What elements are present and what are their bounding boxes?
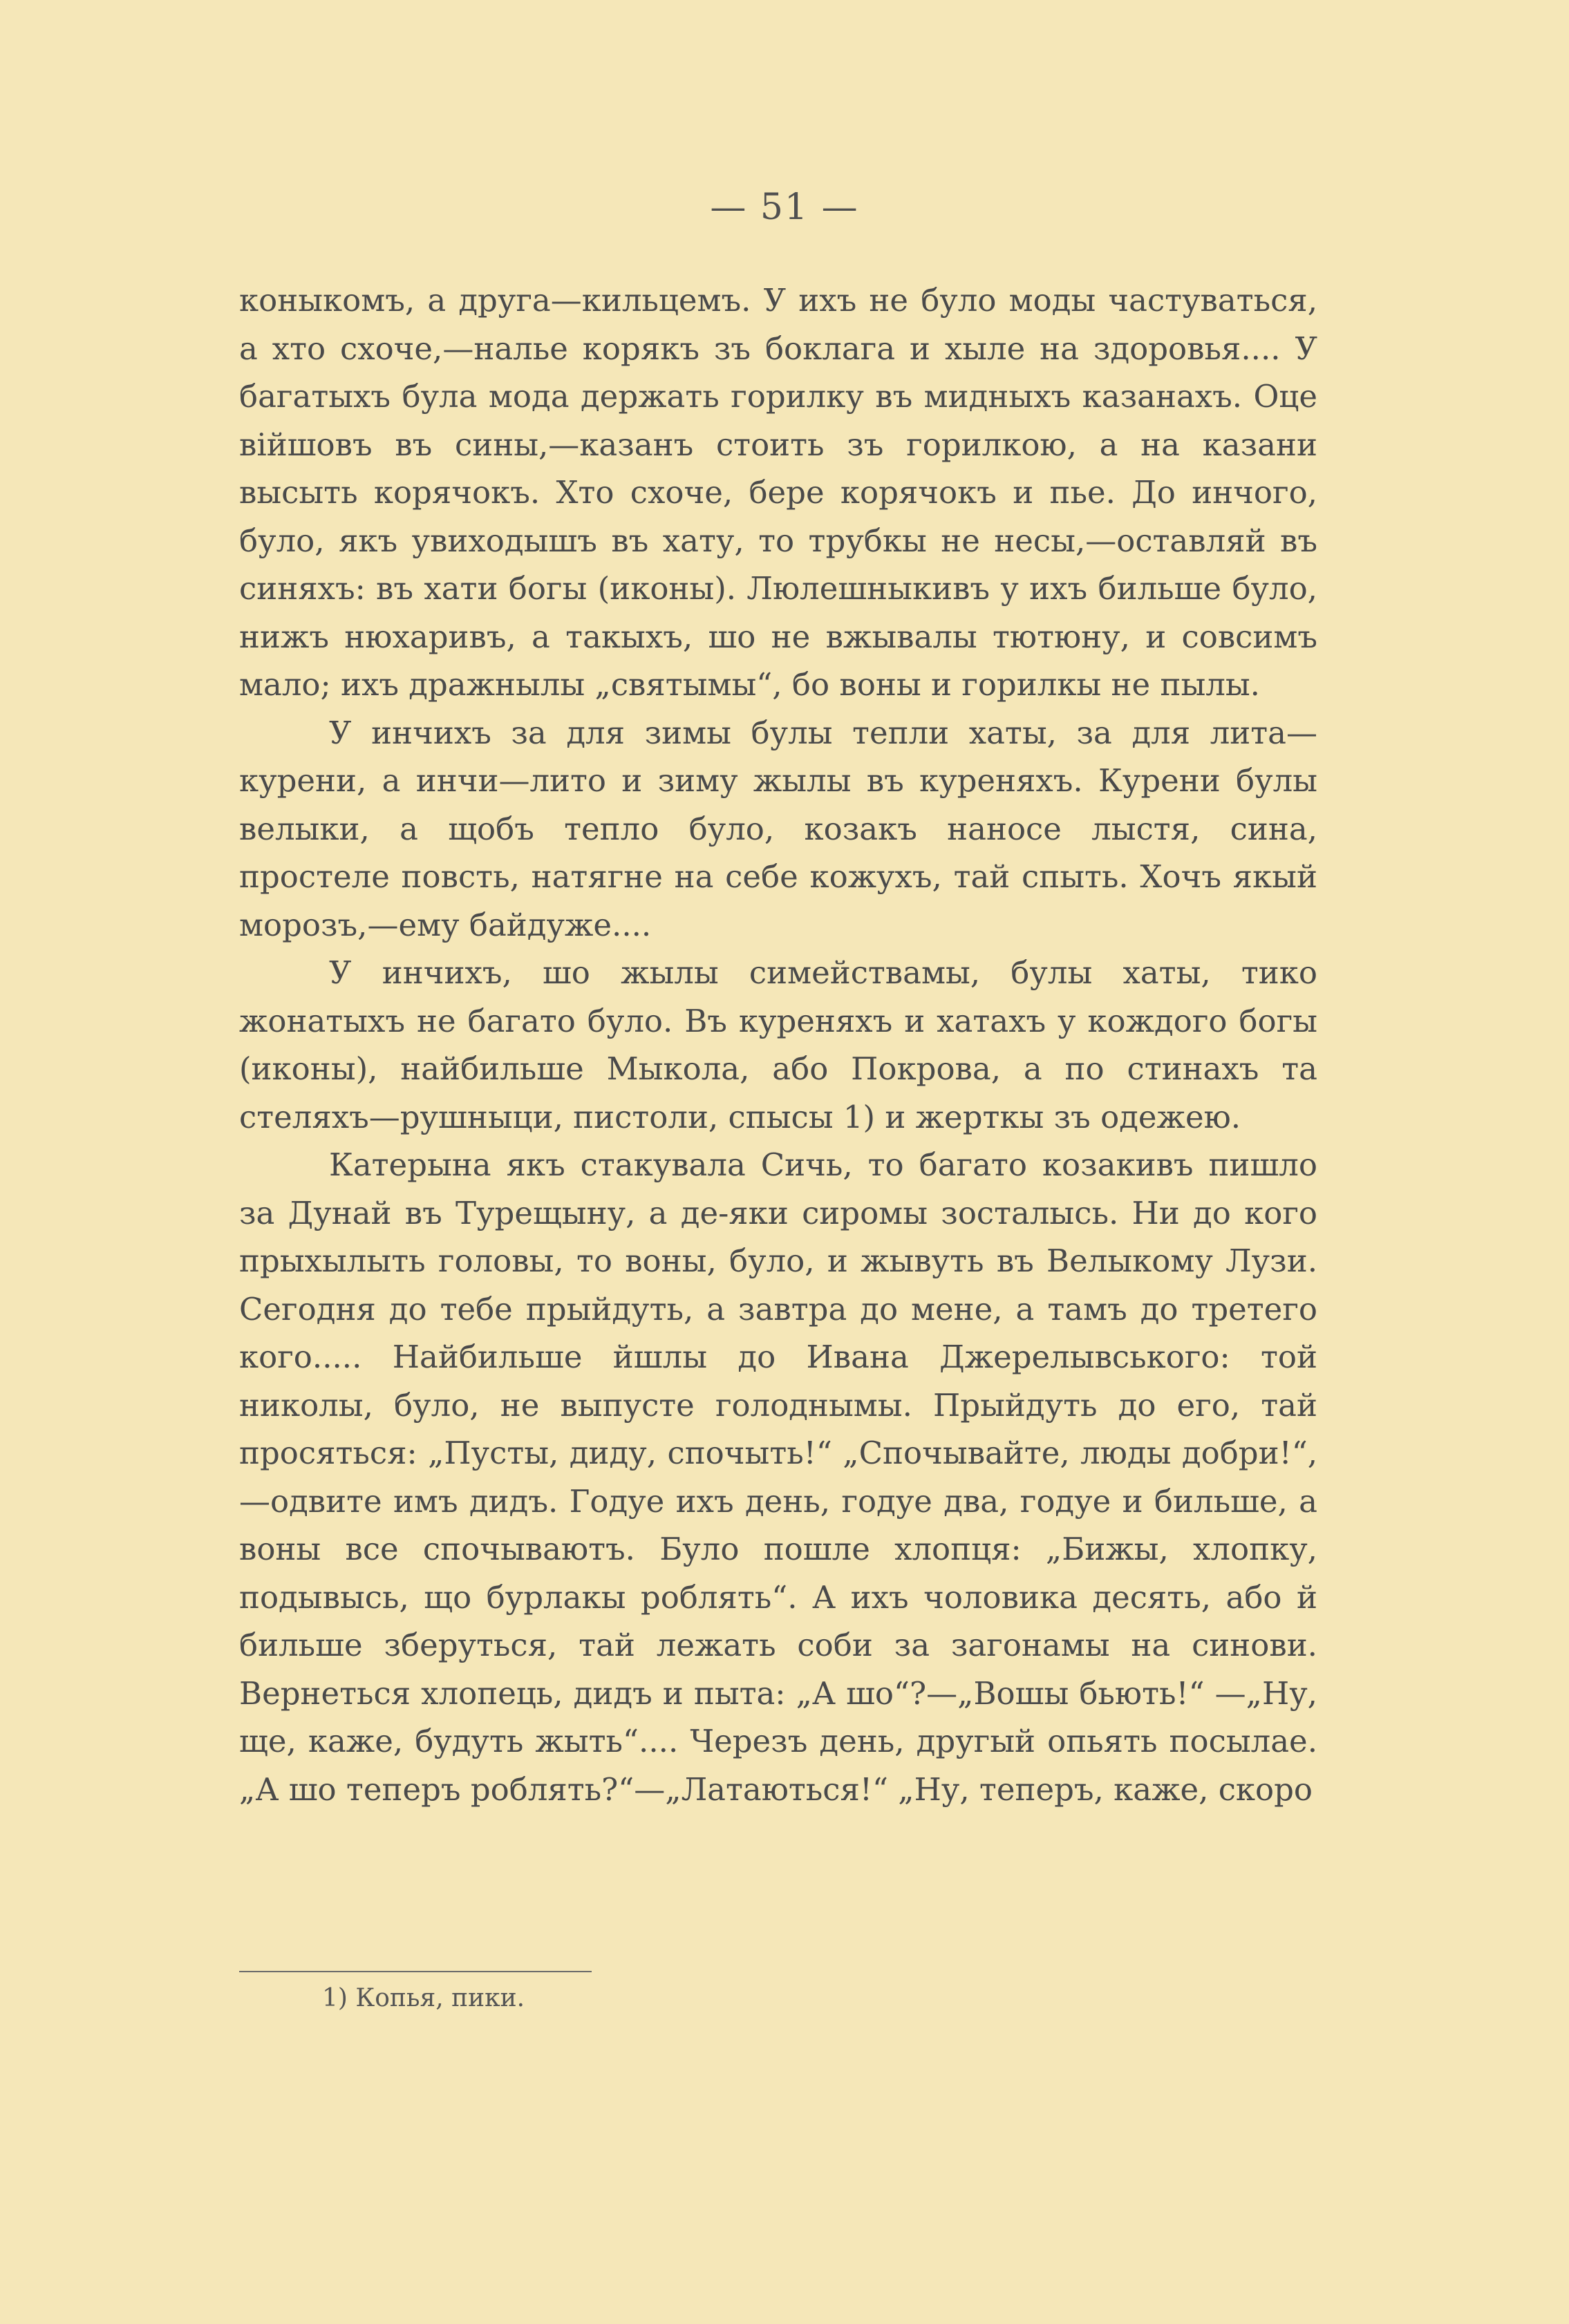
paragraph-3: У инчихъ, шо жылы симействамы, булы хаты, тико жонатыхъ не багато було. Въ куреняхъ и хатахъ у кождого богы (иконы), найбильше Мыкола, або Покрова, а по стинахъ та стеляхъ—рушныци, пистоли, спысы 1) и жерткы зъ одежею. <box>239 954 1317 1135</box>
paragraph-1: коныкомъ, а друга—кильцемъ. У ихъ не було моды частуваться, а хто схоче,—налье корякъ зъ боклага и хыле на здоровья.... У багатыхъ була мода держать горилку въ мидныхъ казанахъ. Оце війшовъ въ сины,—казанъ стоить зъ горилкою, а на казани высыть корячокъ. Хто схоче, бере корячокъ и пье. До инчого, було, якъ увиходышъ въ хату, то трубкы не несы,—оставляй въ синяхъ: въ хати богы (иконы). Люлешныкивъ у ихъ бильше було, нижъ нюхаривъ, а такыхъ, шо не вжывалы тютюну, и совсимъ мало; ихъ дражнылы „святымы“, бо воны и горилкы не пылы. <box>239 282 1317 703</box>
page-number: — 51 — <box>710 187 859 228</box>
main-text <box>239 276 1317 1813</box>
footnote-divider <box>239 1971 592 1972</box>
paragraph-2: У инчихъ за для зимы булы тепли хаты, за для лита—курени, а инчи—лито и зиму жылы въ куреняхъ. Курени булы велыки, а щобъ тепло було, козакъ наносе лыстя, сина, простеле повсть, натягне на себе кожухъ, тай спыть. Хочъ якый морозъ,—ему байдуже.... <box>239 714 1317 943</box>
paragraph-4: Катерына якъ стакувала Сичь, то багато козакивъ пишло за Дунай въ Турещыну, а де-яки сиромы зосталысь. Ни до кого прыхылыть головы, то воны, було, и жывуть въ Велыкому Лузи. Сегодня до тебе прыйдуть, а завтра до мене, а тамъ до третего кого..... Найбильше йшлы до Ивана Джерелывського: той николы, було, не выпусте голоднымы. Прыйдуть до его, тай просяться: „Пусты, диду, спочыть!“ „Спочывайте, люды добри!“,—одвите имъ дидъ. Годуе ихъ день, годуе два, годуе и бильше, а воны все спочываютъ. Було пошле хлопця: „Бижы, хлопку, подывысь, що бурлакы роблять“. А ихъ чоловика десять, або й бильше зберуться, тай лежать соби за загонамы на синови. Вернеться хлопець, дидъ и пыта: „А шо“?—„Вошы бьють!“ —„Ну, ще, каже, будуть жыть“.... Черезъ день, другый опьять посылае. „А шо теперъ роблять?“—„Латаються!“ „Ну, теперъ, каже, скоро <box>239 1146 1317 1808</box>
footnote: 1) Копья, пики. <box>322 1984 525 2012</box>
